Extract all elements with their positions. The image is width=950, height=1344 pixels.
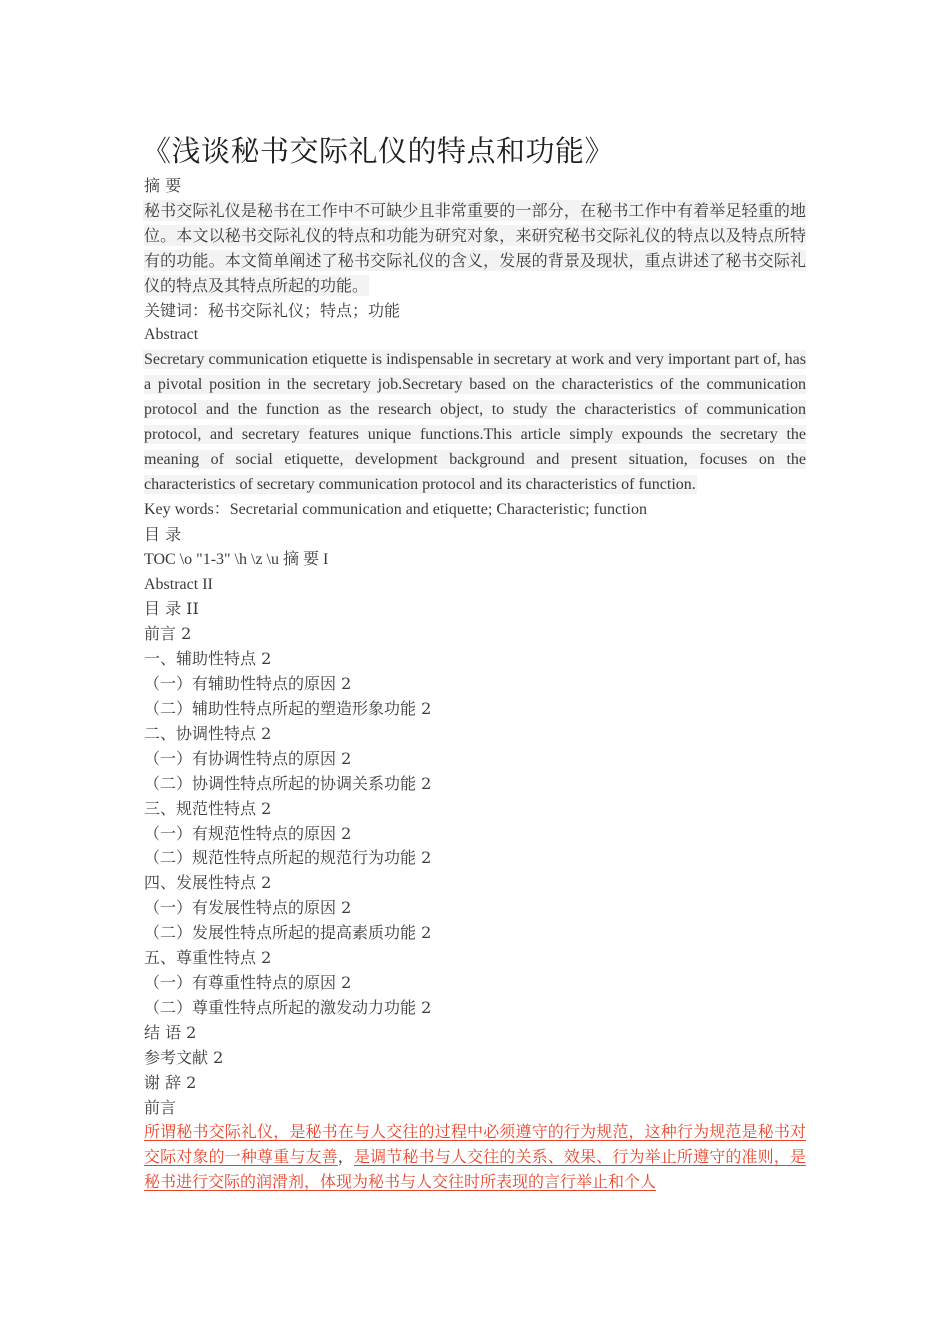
toc-entry[interactable]: 四、发展性特点 2	[144, 873, 272, 893]
toc-entry[interactable]: 三、规范性特点 2	[144, 798, 272, 818]
toc-entry[interactable]: （一）有发展性特点的原因 2	[144, 898, 352, 918]
toc-entry[interactable]: 一、辅助性特点 2	[144, 649, 272, 669]
preface-link-1[interactable]: 所谓秘书交际礼仪，是秘书在与人交往的过程中必须遵守的行为规范，这种行为规范是秘书对交际对象的一种尊重与友善	[144, 1122, 806, 1167]
abstract-en-text: Secretary communication etiquette is indispensable in secretary at work and very important part of, has a pivotal position in the secretary job.Secretary based on the characteristics of the communication protocol and the function as the research object, to study the characteristics of communication protocol, and secretary features unique functions.This article simply expounds the secretary the meaning of social etiquette, development background and present situation, focuses on the characteristics of secretary communication protocol and its characteristics of function.	[144, 351, 806, 493]
abstract-text: 秘书交际礼仪是秘书在工作中不可缺少且非常重要的一部分，在秘书工作中有着举足轻重的地位。本文以秘书交际礼仪的特点和功能为研究对象，来研究秘书交际礼仪的特点以及特点所特有的功能。本文简单阐述了秘书交际礼仪的含义，发展的背景及现状，重点讲述了秘书交际礼仪的特点及其特点所起的功能。	[144, 200, 806, 295]
abstract-paragraph	[144, 199, 806, 299]
document-title: 《浅谈秘书交际礼仪的特点和功能》	[142, 134, 615, 168]
toc-entry[interactable]: TOC \o "1-3" \h \z \u 摘 要 I	[144, 550, 329, 568]
toc-entry[interactable]: （二）协调性特点所起的协调关系功能 2	[144, 773, 432, 793]
toc-entry[interactable]: （二）辅助性特点所起的塑造形象功能 2	[144, 699, 432, 719]
toc-entry[interactable]: 五、尊重性特点 2	[144, 948, 272, 968]
toc-entry[interactable]: 前言 2	[144, 624, 192, 644]
preface-link-2[interactable]: 是调节秘书与人交往的关系、效果、行为举止所遵守的准则，是秘书进行交际的润滑剂，体现为秘书与人交往时所表现的言行举止和个人	[144, 1147, 806, 1192]
toc-entry[interactable]: 参考文献 2	[144, 1047, 224, 1067]
toc-entry[interactable]: （二）发展性特点所起的提高素质功能 2	[144, 923, 432, 943]
toc-entry[interactable]: （二）规范性特点所起的规范行为功能 2	[144, 848, 432, 868]
abstract-en-heading: Abstract	[144, 326, 199, 344]
table-of-contents	[144, 548, 806, 1096]
document-page	[144, 128, 806, 1195]
toc-entry[interactable]: （一）有协调性特点的原因 2	[144, 748, 352, 768]
toc-entry[interactable]: （一）有尊重性特点的原因 2	[144, 973, 352, 992]
toc-entry[interactable]: Abstract II	[144, 575, 213, 593]
keywords-cn: 关键词：秘书交际礼仪；特点；功能	[144, 300, 401, 320]
toc-entry[interactable]: （一）有辅助性特点的原因 2	[144, 674, 352, 694]
abstract-heading: 摘 要	[144, 176, 182, 195]
keywords-en: Key words：Secretarial communication and etiquette; Characteristic; function	[144, 500, 647, 518]
preface-heading: 前言	[144, 1097, 177, 1117]
toc-entry[interactable]: 目 录 II	[144, 599, 199, 619]
preface-paragraph	[144, 1120, 806, 1195]
toc-heading: 目 录	[144, 524, 182, 544]
toc-entry[interactable]: （一）有规范性特点的原因 2	[144, 823, 352, 843]
toc-entry[interactable]: （二）尊重性特点所起的激发动力功能 2	[144, 997, 432, 1017]
preface-separator: ，	[337, 1147, 354, 1167]
toc-entry[interactable]: 谢 辞 2	[144, 1072, 197, 1092]
toc-entry[interactable]: 二、协调性特点 2	[144, 723, 272, 743]
toc-entry[interactable]: 结 语 2	[144, 1022, 197, 1042]
abstract-en-paragraph	[144, 348, 806, 497]
